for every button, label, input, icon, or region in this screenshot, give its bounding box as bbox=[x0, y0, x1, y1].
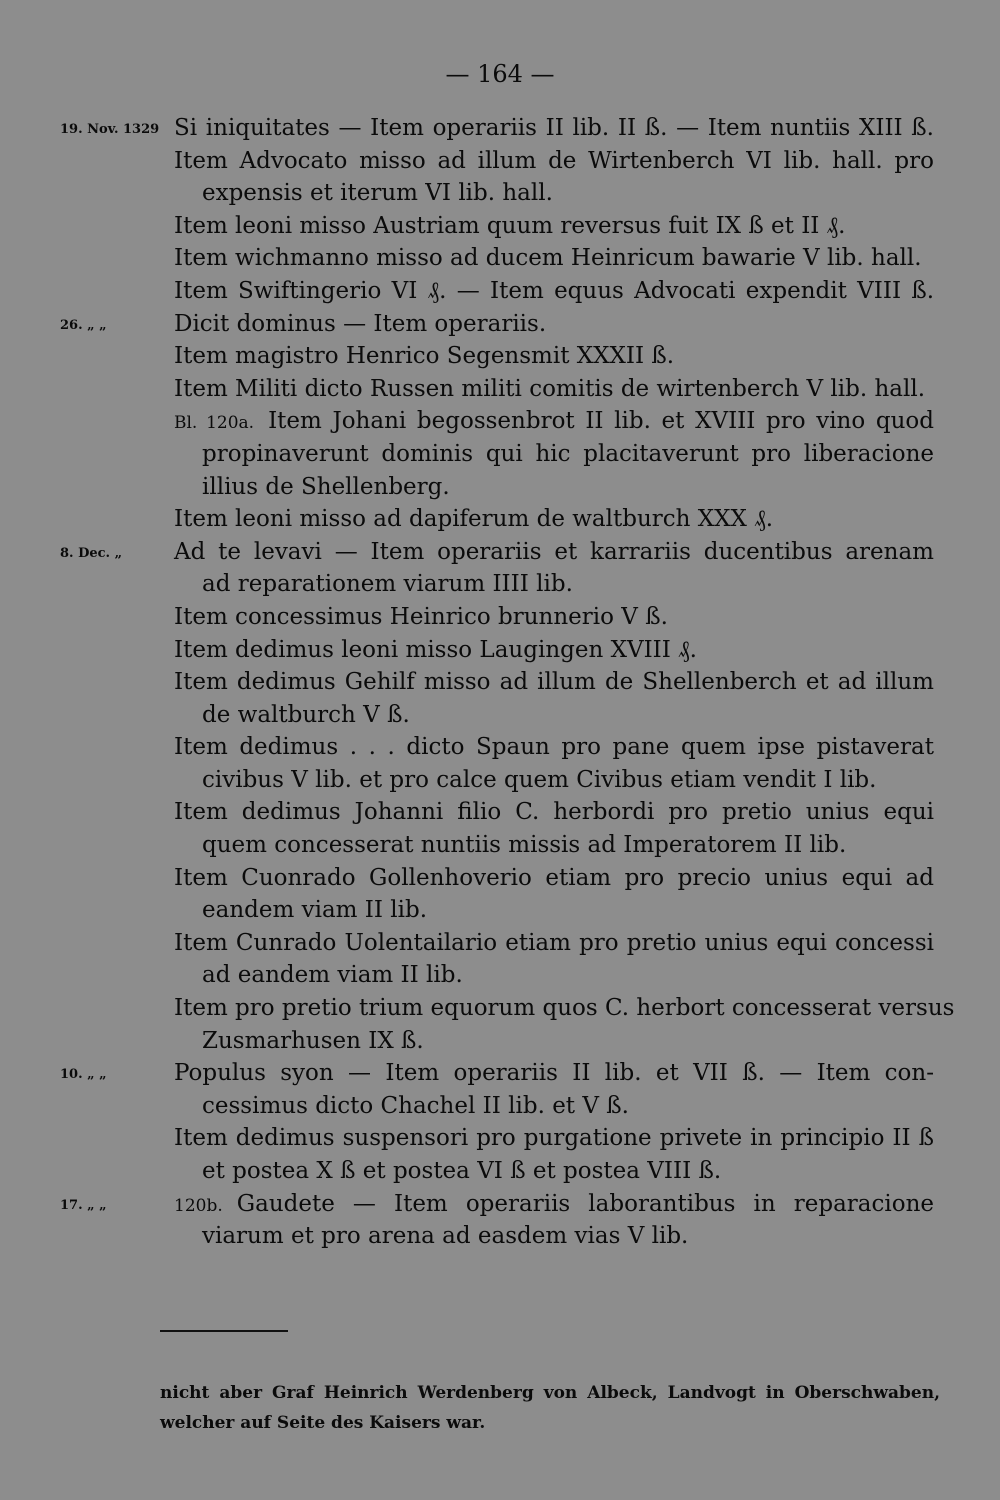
entry-text bbox=[174, 927, 934, 960]
entry-text bbox=[202, 471, 450, 504]
folio-reference: Bl. 120a. bbox=[174, 413, 255, 434]
ledger-line bbox=[0, 405, 1000, 438]
ledger-line bbox=[0, 242, 1000, 275]
ledger-line bbox=[0, 829, 1000, 862]
entry-text bbox=[202, 568, 573, 601]
entry-text-content: Dicit dominus — Item operariis. bbox=[174, 310, 547, 337]
entry-date: 17. „ „ bbox=[60, 1197, 107, 1213]
entry-text bbox=[174, 1057, 934, 1090]
entry-text-content: ad eandem viam II lib. bbox=[202, 962, 463, 989]
entry-text-content: ad reparationem viarum IIII lib. bbox=[202, 571, 573, 598]
ledger-line bbox=[0, 731, 1000, 764]
entry-text bbox=[174, 601, 668, 634]
entry-text-content: propinaverunt dominis qui hic placitaverunt pro liberacione bbox=[202, 440, 934, 467]
entry-text-content: Gaudete — Item operariis laborantibus in reparacione bbox=[236, 1190, 934, 1217]
entry-text bbox=[174, 242, 922, 275]
entry-text-content: viarum et pro arena ad easdem vias V lib. bbox=[202, 1223, 689, 1250]
ledger-line bbox=[0, 764, 1000, 797]
entry-text-content: expensis et iterum VI lib. hall. bbox=[202, 180, 553, 207]
entry-text-content: Item Advocato misso ad illum de Wirtenberch VI lib. hall. pro bbox=[174, 147, 934, 174]
entry-text bbox=[202, 438, 934, 471]
entry-text-content: Item dedimus leoni misso Laugingen XVIII ₰. bbox=[174, 636, 697, 663]
entry-text-content: Zusmarhusen IX ß. bbox=[202, 1027, 424, 1054]
page-number: — 164 — bbox=[445, 60, 555, 88]
ledger-line bbox=[0, 1090, 1000, 1123]
entry-text bbox=[174, 373, 925, 406]
entry-text bbox=[202, 894, 427, 927]
footnote-line: nicht aber Graf Heinrich Werdenberg von Albeck, Landvogt in Oberschwaben, bbox=[160, 1383, 940, 1403]
ledger-line bbox=[0, 275, 1000, 308]
ledger-line bbox=[0, 796, 1000, 829]
ledger-line bbox=[0, 340, 1000, 373]
ledger-line bbox=[0, 927, 1000, 960]
ledger-line bbox=[0, 1155, 1000, 1188]
ledger-line bbox=[0, 373, 1000, 406]
footnote-line: welcher auf Seite des Kaisers war. bbox=[160, 1413, 486, 1433]
ledger-line bbox=[0, 1220, 1000, 1253]
folio-reference: 120b. bbox=[174, 1195, 223, 1216]
entry-text bbox=[174, 275, 934, 308]
ledger-line bbox=[0, 862, 1000, 895]
ledger-line bbox=[0, 503, 1000, 536]
entry-text-content: quem concesserat nuntiis missis ad Imperatorem II lib. bbox=[202, 832, 847, 859]
ledger-line bbox=[0, 634, 1000, 667]
entry-text-content: Item dedimus . . . dicto Spaun pro pane quem ipse pistaverat bbox=[174, 734, 934, 761]
entry-text bbox=[174, 112, 934, 145]
entry-text-content: Item magistro Henrico Segensmit XXXII ß. bbox=[174, 343, 675, 370]
entry-text bbox=[174, 503, 773, 536]
ledger-line bbox=[0, 308, 1000, 341]
entry-text bbox=[202, 699, 410, 732]
entry-text bbox=[174, 308, 546, 341]
entry-text bbox=[202, 764, 876, 797]
entry-date: 19. Nov. 1329 bbox=[60, 122, 160, 137]
entry-text bbox=[174, 340, 674, 373]
ledger-line bbox=[0, 959, 1000, 992]
entry-date: 8. Dec. „ bbox=[60, 545, 123, 561]
ledger-line bbox=[0, 210, 1000, 243]
entry-text-content: Item Militi dicto Russen militi comitis de wirtenberch V lib. hall. bbox=[174, 375, 926, 402]
ledger-line bbox=[0, 1025, 1000, 1058]
entry-text bbox=[202, 1025, 424, 1058]
entry-text bbox=[174, 862, 934, 895]
entry-text-content: Populus syon — Item operariis II lib. et VII ß. — Item con- bbox=[174, 1060, 934, 1087]
entry-date: 10. „ „ bbox=[60, 1067, 107, 1083]
entry-text-content: Item Swiftingerio VI ₰. — Item equus Advocati expendit VIII ß. bbox=[174, 277, 934, 304]
entry-text-content: Item dedimus suspensori pro purgatione privete in principio II ß bbox=[174, 1125, 934, 1152]
ledger-line bbox=[0, 145, 1000, 178]
entry-text-content: Item pro pretio trium equorum quos C. herbort concesserat versus bbox=[174, 995, 955, 1022]
entry-text bbox=[174, 666, 934, 699]
entry-text bbox=[202, 1220, 688, 1253]
entry-text-content: Item leoni misso Austriam quum reversus fuit IX ß et II ₰. bbox=[174, 212, 846, 239]
entry-text bbox=[174, 405, 934, 440]
entry-date: 26. „ „ bbox=[60, 317, 107, 333]
entry-text bbox=[202, 1155, 721, 1188]
entry-text-content: Si iniquitates — Item operariis II lib. II ß. — Item nuntiis XIII ß. bbox=[174, 115, 934, 141]
entry-text-content: Item Johani begossenbrot II lib. et XVIII pro vino quod bbox=[268, 408, 934, 435]
entry-text-content: eandem viam II lib. bbox=[202, 897, 428, 924]
ledger-line bbox=[0, 894, 1000, 927]
footnote-divider bbox=[160, 1330, 288, 1332]
entry-text-content: et postea X ß et postea VI ß et postea VIII ß. bbox=[202, 1158, 722, 1184]
ledger-line bbox=[0, 568, 1000, 601]
entry-text bbox=[202, 177, 553, 210]
entry-text-content: illius de Shellenberg. bbox=[202, 473, 450, 500]
entry-text bbox=[174, 634, 697, 667]
entry-text-content: Item Cuonrado Gollenhoverio etiam pro precio unius equi ad bbox=[174, 864, 934, 891]
ledger-line bbox=[0, 699, 1000, 732]
entry-text bbox=[174, 731, 934, 764]
entry-text-content: de waltburch V ß. bbox=[202, 701, 410, 728]
entry-text-content: Item leoni misso ad dapiferum de waltburch XXX ₰. bbox=[174, 506, 774, 533]
ledger-line bbox=[0, 471, 1000, 504]
entry-text-content: Item concessimus Heinrico brunnerio V ß. bbox=[174, 603, 668, 630]
entry-text-content: civibus V lib. et pro calce quem Civibus etiam vendit I lib. bbox=[202, 766, 877, 793]
entry-text bbox=[174, 145, 934, 178]
ledger-line bbox=[0, 536, 1000, 569]
entry-text bbox=[174, 210, 845, 243]
entry-text-content: Item wichmanno misso ad ducem Heinricum bawarie V lib. hall. bbox=[174, 245, 922, 272]
ledger-line bbox=[0, 666, 1000, 699]
ledger-line bbox=[0, 177, 1000, 210]
entry-text bbox=[202, 1090, 629, 1123]
entry-text bbox=[174, 1188, 934, 1223]
entry-text bbox=[174, 536, 934, 569]
ledger-entries bbox=[0, 112, 1000, 1253]
entry-text bbox=[202, 959, 463, 992]
ledger-line bbox=[0, 438, 1000, 471]
entry-text bbox=[202, 829, 846, 862]
ledger-line bbox=[0, 112, 1000, 145]
ledger-line bbox=[0, 1122, 1000, 1155]
entry-text bbox=[174, 1122, 934, 1155]
entry-text-content: Item dedimus Johanni filio C. herbordi pro pretio unius equi bbox=[174, 799, 934, 826]
entry-text-content: Item Cunrado Uolentailario etiam pro pretio unius equi concessi bbox=[174, 929, 934, 956]
entry-text bbox=[174, 796, 934, 829]
ledger-line bbox=[0, 1057, 1000, 1090]
footnote bbox=[160, 1378, 940, 1438]
ledger-line bbox=[0, 1188, 1000, 1221]
entry-text bbox=[174, 992, 955, 1025]
ledger-line bbox=[0, 992, 1000, 1025]
entry-text-content: Ad te levavi — Item operariis et karrariis ducentibus arenam bbox=[174, 538, 934, 565]
entry-text-content: Item dedimus Gehilf misso ad illum de Shellenberch et ad illum bbox=[174, 669, 934, 696]
entry-text-content: cessimus dicto Chachel II lib. et V ß. bbox=[202, 1092, 629, 1119]
ledger-line bbox=[0, 601, 1000, 634]
